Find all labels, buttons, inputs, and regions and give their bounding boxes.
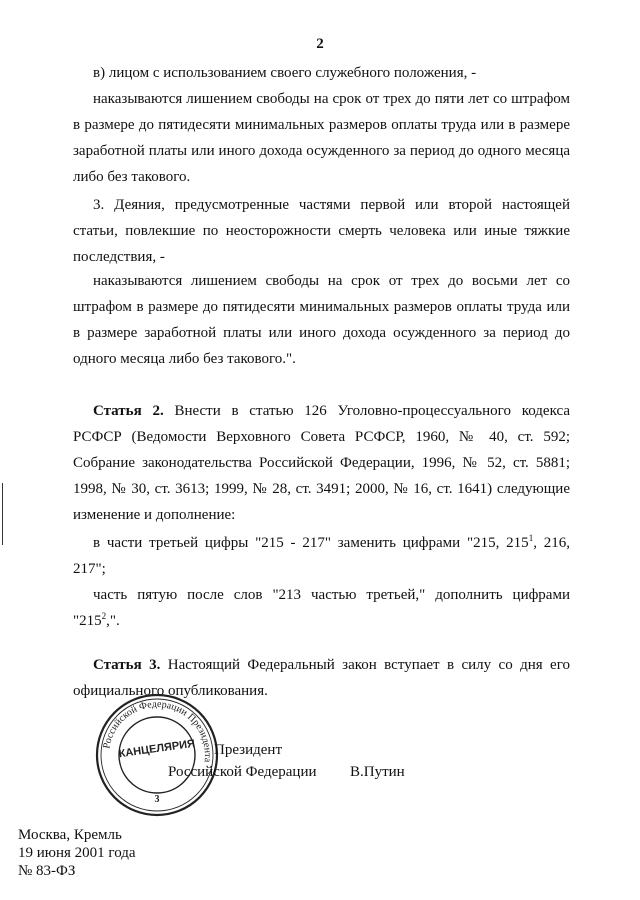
- paragraph-part-3: 3. Деяния, предусмотренные частями первой или второй настоящей статьи, повлекшие по неосторожности смерть человека или иные тяжкие последствия, -: [73, 197, 570, 265]
- signer-title-1: Президент: [214, 742, 282, 758]
- clause-v-text: в) лицом с использованием своего служебного положения, -: [93, 65, 477, 81]
- signing-place: Москва, Кремль: [18, 827, 122, 843]
- article-2-heading: Статья 2.: [93, 403, 164, 419]
- stamp-ring-text: Российской Федерации Президента: [101, 698, 214, 763]
- paragraph-penalty-2: наказываются лишением свободы на срок от трех до восьми лет со штрафом в размере до пятидесяти минимальных размеров оплаты труда или в размере заработной платы или иного дохода осужденного за период до одного месяца либо без такового.".: [73, 273, 570, 367]
- signer-name: В.Путин: [350, 764, 405, 780]
- item-2-text-post: ,".: [106, 613, 120, 629]
- stamp-number: 3: [154, 794, 160, 805]
- page-number: 2: [316, 36, 324, 52]
- article-2-item-2: [73, 582, 570, 634]
- paragraph-penalty-1: наказываются лишением свободы на срок от трех до пяти лет со штрафом в размере до пятидесяти минимальных размеров оплаты труда или в размере заработной платы или иного дохода осужденного за период до одного месяца либо без такового.: [73, 91, 570, 185]
- item-1-superscript: 1: [528, 533, 534, 543]
- article-2: [73, 398, 570, 528]
- item-1-text-pre: в части третьей цифры "215 - 217" заменить цифрами "215, 215: [93, 535, 529, 551]
- official-stamp: [92, 690, 222, 820]
- item-2-text-pre: часть пятую после слов "213 частью третьей," дополнить цифрами "215: [73, 587, 570, 629]
- item-2-superscript: 2: [101, 611, 107, 621]
- article-2-text: Внести в статью 126 Уголовно-процессуального кодекса РСФСР (Ведомости Верховного Совета РСФСР, 1960, № 40, ст. 592; Собрание законодательства Российской Федерации, 1996, № 52, ст. 5881; 1998, № 30, ст. 3613; 1999, № 28, ст. 3491; 2000, № 16, ст. 1641) следующие изменение и дополнение:: [73, 403, 570, 523]
- signer-title-2: Российской Федерации: [168, 764, 317, 780]
- article-3-heading: Статья 3.: [93, 657, 161, 673]
- law-number: № 83-ФЗ: [18, 863, 76, 879]
- stamp-center-text: КАНЦЕЛЯРИЯ: [118, 737, 196, 761]
- paragraph-clause-v: [73, 60, 570, 86]
- item-1-text-post: , 216, 217";: [73, 535, 570, 577]
- signing-info: [18, 826, 136, 880]
- article-2-item-1: [73, 530, 570, 582]
- article-3-text: Настоящий Федеральный закон вступает в силу со дня его официального опубликования.: [73, 657, 570, 699]
- signing-date: 19 июня 2001 года: [18, 845, 136, 861]
- margin-line: [2, 483, 3, 545]
